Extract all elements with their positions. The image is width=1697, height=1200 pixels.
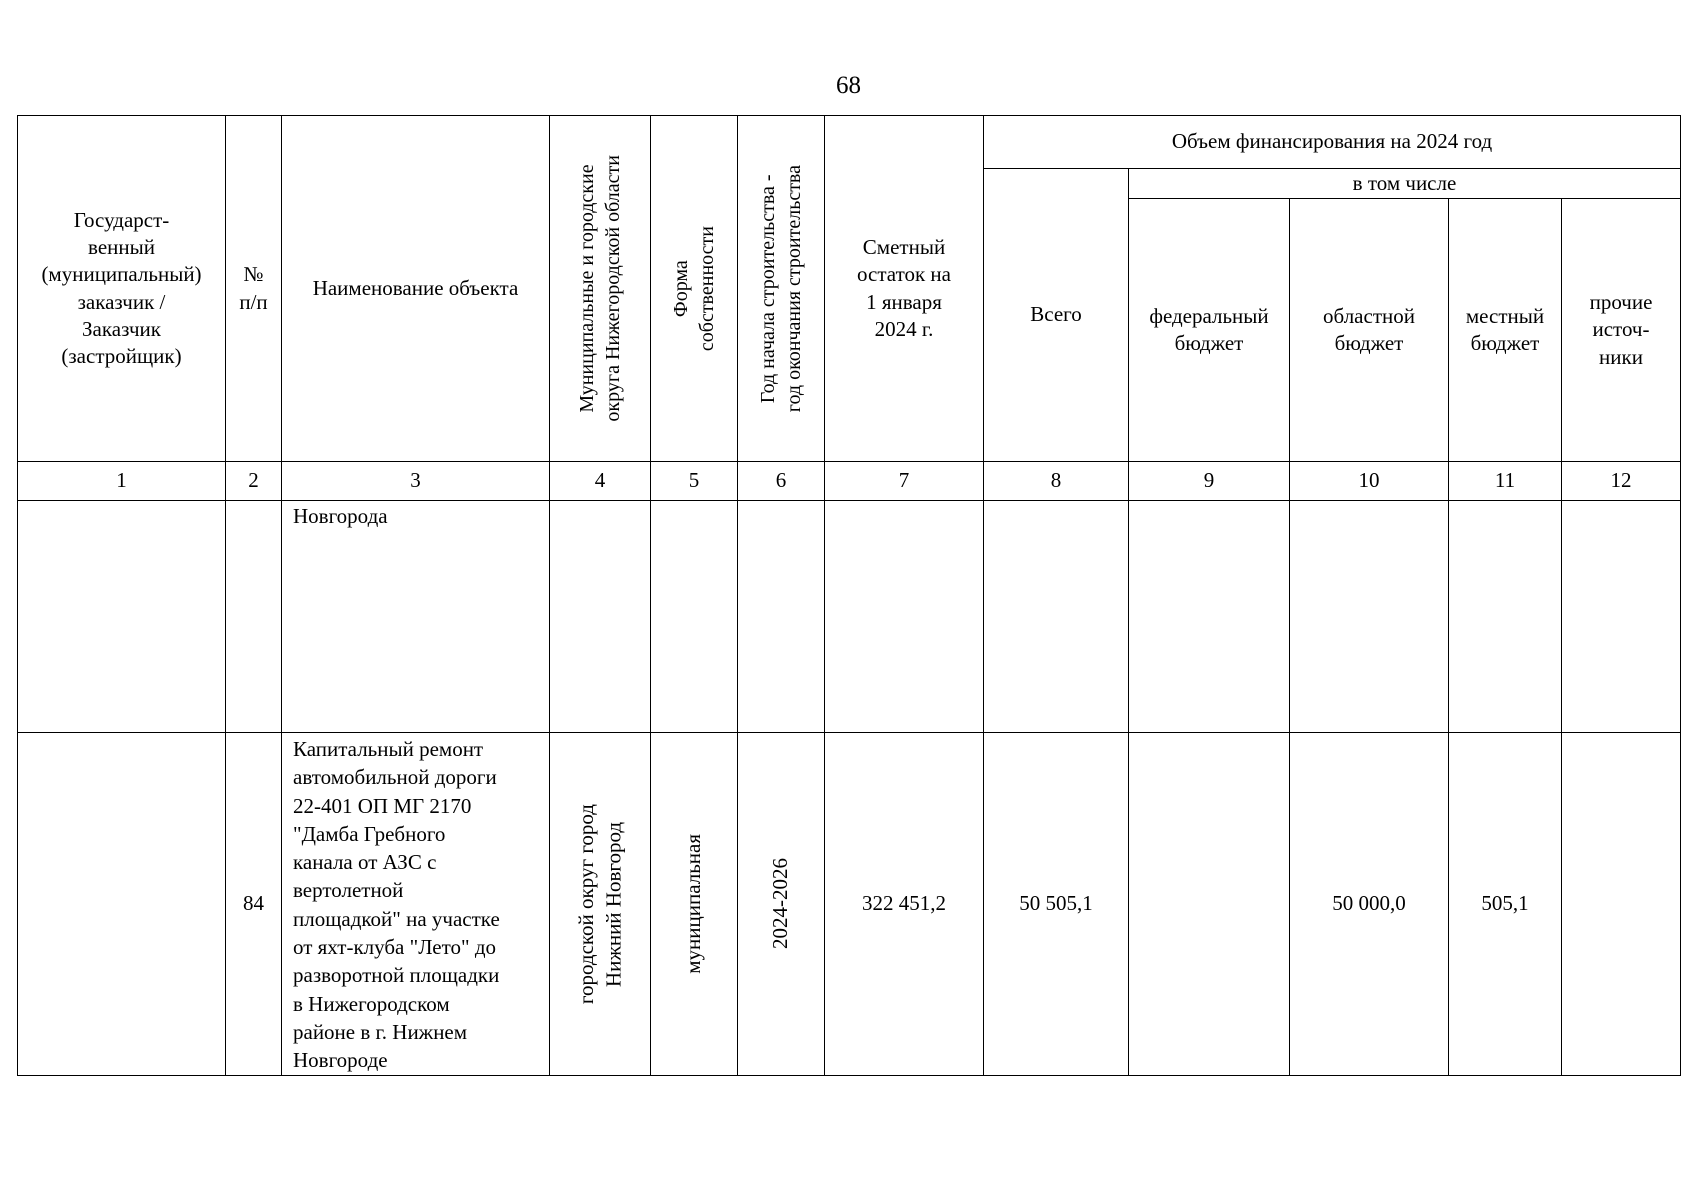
- cell-years-text: 2024-2026: [768, 858, 793, 950]
- header-customer: Государст- венный (муниципальный) заказчик / Заказчик (застройщик): [18, 116, 226, 462]
- column-number: 7: [825, 462, 984, 501]
- header-object-name: Наименование объекта: [282, 116, 550, 462]
- cell-customer: [18, 733, 226, 1076]
- table-row: [18, 733, 1681, 1076]
- cell-total: 50 505,1: [984, 733, 1129, 1076]
- column-number: 3: [282, 462, 550, 501]
- header-other: прочие источ- ники: [1562, 199, 1681, 462]
- header-total: Всего: [984, 169, 1129, 462]
- cell-balance: [825, 501, 984, 733]
- cell-regional: [1290, 501, 1449, 733]
- column-number-row: [18, 462, 1681, 501]
- cell-ownership: [651, 501, 738, 733]
- cell-other: [1562, 501, 1681, 733]
- header-years-text: Год начала строительства - год окончания строительства: [757, 164, 805, 413]
- cell-federal: [1129, 733, 1290, 1076]
- header-municipality: [550, 116, 651, 462]
- header-number: № п/п: [226, 116, 282, 462]
- column-number: 10: [1290, 462, 1449, 501]
- header-local: местный бюджет: [1449, 199, 1562, 462]
- header-ownership-text: Форма собственности: [670, 225, 718, 352]
- header-including: в том числе: [1129, 169, 1681, 199]
- cell-ownership: [651, 733, 738, 1076]
- header-municipality-text: Муниципальные и городские округа Нижегородской области: [576, 155, 624, 422]
- header-financing: Объем финансирования на 2024 год: [984, 116, 1681, 169]
- column-number: 9: [1129, 462, 1290, 501]
- column-number: 11: [1449, 462, 1562, 501]
- cell-municipality: [550, 733, 651, 1076]
- cell-local: [1449, 501, 1562, 733]
- header-row-1: [18, 116, 1681, 169]
- page-number: 68: [836, 72, 861, 99]
- cell-number: 84: [226, 733, 282, 1076]
- cell-ownership-text: муниципальная: [681, 833, 706, 974]
- cell-balance: 322 451,2: [825, 733, 984, 1076]
- column-number: 4: [550, 462, 651, 501]
- budget-table: [17, 115, 1681, 1076]
- column-number: 5: [651, 462, 738, 501]
- column-number: 8: [984, 462, 1129, 501]
- cell-municipality: [550, 501, 651, 733]
- cell-federal: [1129, 501, 1290, 733]
- table-row: [18, 501, 1681, 733]
- header-years: [738, 116, 825, 462]
- header-federal: федеральный бюджет: [1129, 199, 1290, 462]
- header-ownership: [651, 116, 738, 462]
- cell-years: [738, 733, 825, 1076]
- cell-other: [1562, 733, 1681, 1076]
- cell-number: [226, 501, 282, 733]
- cell-municipality-text: городской округ город Нижний Новгород: [573, 803, 625, 1004]
- cell-object-name: Капитальный ремонт автомобильной дороги 22-401 ОП МГ 2170 "Дамба Гребного канала от АЗС с вертолетной площадкой" на участке от яхт-клуба "Лето" до разворотной площадки в Нижегородском районе в г. Нижнем Новгороде: [282, 733, 550, 1076]
- column-number: 1: [18, 462, 226, 501]
- cell-local: 505,1: [1449, 733, 1562, 1076]
- column-number: 6: [738, 462, 825, 501]
- cell-object-name: Новгорода: [282, 501, 550, 733]
- column-number: 2: [226, 462, 282, 501]
- header-regional: областной бюджет: [1290, 199, 1449, 462]
- cell-regional: 50 000,0: [1290, 733, 1449, 1076]
- cell-years: [738, 501, 825, 733]
- cell-customer: [18, 501, 226, 733]
- header-balance: Сметный остаток на 1 января 2024 г.: [825, 116, 984, 462]
- column-number: 12: [1562, 462, 1681, 501]
- cell-total: [984, 501, 1129, 733]
